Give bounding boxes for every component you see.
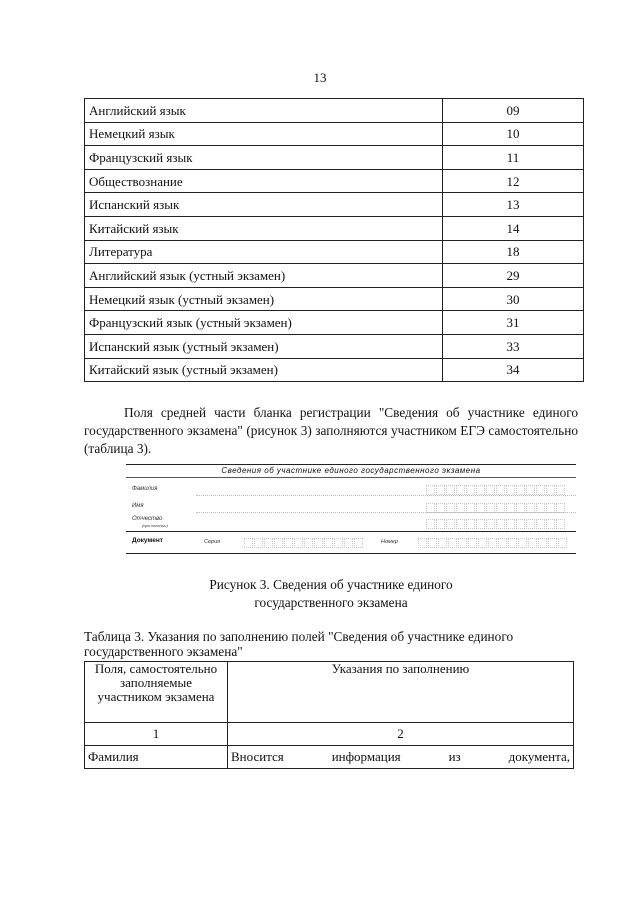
number-cells (418, 535, 568, 547)
number-label: Номер (381, 539, 398, 545)
table-row (85, 334, 584, 358)
form-title-rule (126, 477, 576, 478)
table3-header-row (85, 662, 574, 723)
subject-code-cell: 33 (443, 334, 584, 358)
name-label: Имя (132, 503, 144, 509)
table3-row (85, 746, 574, 769)
document-bottom-rule (126, 553, 576, 554)
subject-name-cell: Испанский язык (устный экзамен) (85, 334, 443, 358)
subject-code-cell: 10 (443, 122, 584, 146)
table3-title: Таблица 3. Указания по заполнению полей "Сведения об участнике единого государственного экзамена" (84, 629, 514, 659)
figure-caption-line1: Рисунок 3. Сведения об участнике единого (209, 577, 453, 592)
subject-name-cell: Французский язык (устный экзамен) (85, 311, 443, 335)
subject-name-cell: Английский язык (85, 99, 443, 123)
subject-code-cell: 12 (443, 169, 584, 193)
table3-header-col1: Поля, самостоятельно заполняемые участником экзамена (85, 662, 228, 723)
table-row (85, 311, 584, 335)
table3-header-col2: Указания по заполнению (228, 662, 574, 723)
subject-code-cell: 34 (443, 358, 584, 382)
document-label: Документ (132, 537, 163, 544)
subject-name-cell: Китайский язык (устный экзамен) (85, 358, 443, 382)
table-row (85, 264, 584, 288)
subject-code-cell: 31 (443, 311, 584, 335)
table3-field-cell: Фамилия (85, 746, 228, 769)
subject-name-cell: Немецкий язык (85, 122, 443, 146)
name-cells (426, 500, 566, 512)
subject-name-cell: Английский язык (устный экзамен) (85, 264, 443, 288)
series-cells (244, 535, 364, 547)
form-title: Сведения об участнике единого государственного экзамена (221, 466, 481, 475)
subjects-code-table (84, 98, 584, 382)
table-row (85, 146, 584, 170)
subject-name-cell: Литература (85, 240, 443, 264)
table3-instruction-cell: Вносится информация из документа, (228, 746, 574, 769)
subject-code-cell: 29 (443, 264, 584, 288)
table3-col2-number: 2 (228, 723, 574, 746)
surname-cells (426, 482, 566, 494)
table-row (85, 122, 584, 146)
page-number: 13 (313, 70, 327, 85)
subject-name-cell: Немецкий язык (устный экзамен) (85, 287, 443, 311)
document-top-rule (126, 531, 576, 532)
table-row (85, 99, 584, 123)
patronymic-note: (при наличии) (142, 523, 168, 528)
subject-code-cell: 18 (443, 240, 584, 264)
patronymic-label: Отчество (132, 516, 163, 522)
table3-number-row (85, 723, 574, 746)
subject-code-cell: 13 (443, 193, 584, 217)
subject-name-cell: Китайский язык (85, 216, 443, 240)
table-row (85, 358, 584, 382)
surname-rule (196, 495, 576, 496)
subject-code-cell: 09 (443, 99, 584, 123)
name-rule (196, 512, 576, 513)
form-top-rule (126, 464, 576, 465)
intro-paragraph-text: Поля средней части бланка регистрации "Сведения об участнике единого государственного экзамена" (рисунок 3) заполняются участником ЕГЭ самостоятельно (таблица 3). (84, 405, 578, 456)
figure-caption-line2: государственного экзамена (254, 595, 408, 610)
series-label: Серия (204, 539, 221, 545)
table3 (84, 661, 574, 769)
table3-col1-number: 1 (85, 723, 228, 746)
subject-code-cell: 14 (443, 216, 584, 240)
subject-name-cell: Обществознание (85, 169, 443, 193)
subject-code-cell: 30 (443, 287, 584, 311)
table-row (85, 216, 584, 240)
table-row (85, 287, 584, 311)
table-row (85, 193, 584, 217)
subject-name-cell: Испанский язык (85, 193, 443, 217)
table-row (85, 169, 584, 193)
participant-info-form-figure (126, 464, 576, 560)
subject-name-cell: Французский язык (85, 146, 443, 170)
subject-code-cell: 11 (443, 146, 584, 170)
table-row (85, 240, 584, 264)
intro-paragraph (84, 404, 578, 458)
surname-label: Фамилия (132, 486, 158, 492)
figure-caption (84, 576, 578, 612)
patronymic-cells (426, 516, 566, 528)
